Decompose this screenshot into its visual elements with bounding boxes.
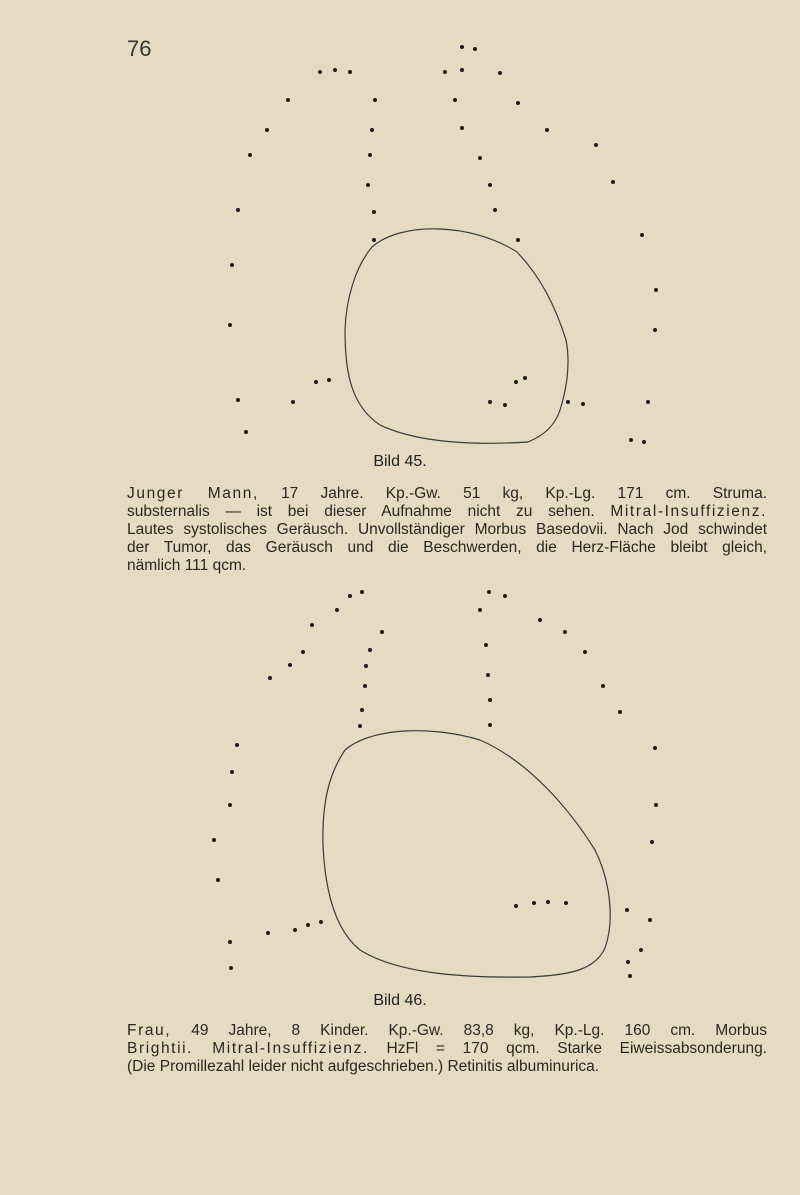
caption-45-line-2: substernalis — ist bei dieser Aufnahme nicht zu sehen. Mitral-Insuffizienz.	[127, 503, 767, 520]
caption-45-line-1: Junger Mann, 17 Jahre. Kp.-Gw. 51 kg, Kp.-Lg. 171 cm. Struma.	[127, 485, 767, 502]
caption-45-line-4: der Tumor, das Geräusch und die Beschwerden, die Herz-Fläche bleibt gleich,	[127, 539, 767, 556]
figure-45-outline	[345, 229, 568, 443]
figure-46-caption	[127, 1022, 767, 1076]
page-number: 76	[127, 36, 152, 61]
caption-46-line-2: Brightii. Mitral-Insuffizienz. HzFl = 170 qcm. Starke Eiweissabsonderung.	[127, 1040, 767, 1057]
figure-46-heart-outline	[0, 580, 800, 980]
caption-46-line-3: (Die Promillezahl leider nicht aufgeschrieben.) Retinitis albuminurica.	[127, 1058, 600, 1075]
caption-46-line-1: Frau, 49 Jahre, 8 Kinder. Kp.-Gw. 83,8 kg, Kp.-Lg. 160 cm. Morbus	[127, 1022, 767, 1039]
figure-45-dots	[228, 45, 658, 444]
figure-46-outline	[323, 731, 610, 977]
figure-46-label: Bild 46.	[373, 992, 427, 1009]
figure-46-dots	[212, 590, 658, 978]
caption-45-line-3: Lautes systolisches Geräusch. Unvollständiger Morbus Basedovii. Nach Jod schwindet	[127, 521, 767, 538]
figure-45-caption	[127, 485, 767, 575]
caption-45-line-5: nämlich 111 qcm.	[127, 557, 247, 574]
figure-45-label: Bild 45.	[373, 453, 427, 470]
figure-45-heart-outline	[0, 0, 800, 460]
